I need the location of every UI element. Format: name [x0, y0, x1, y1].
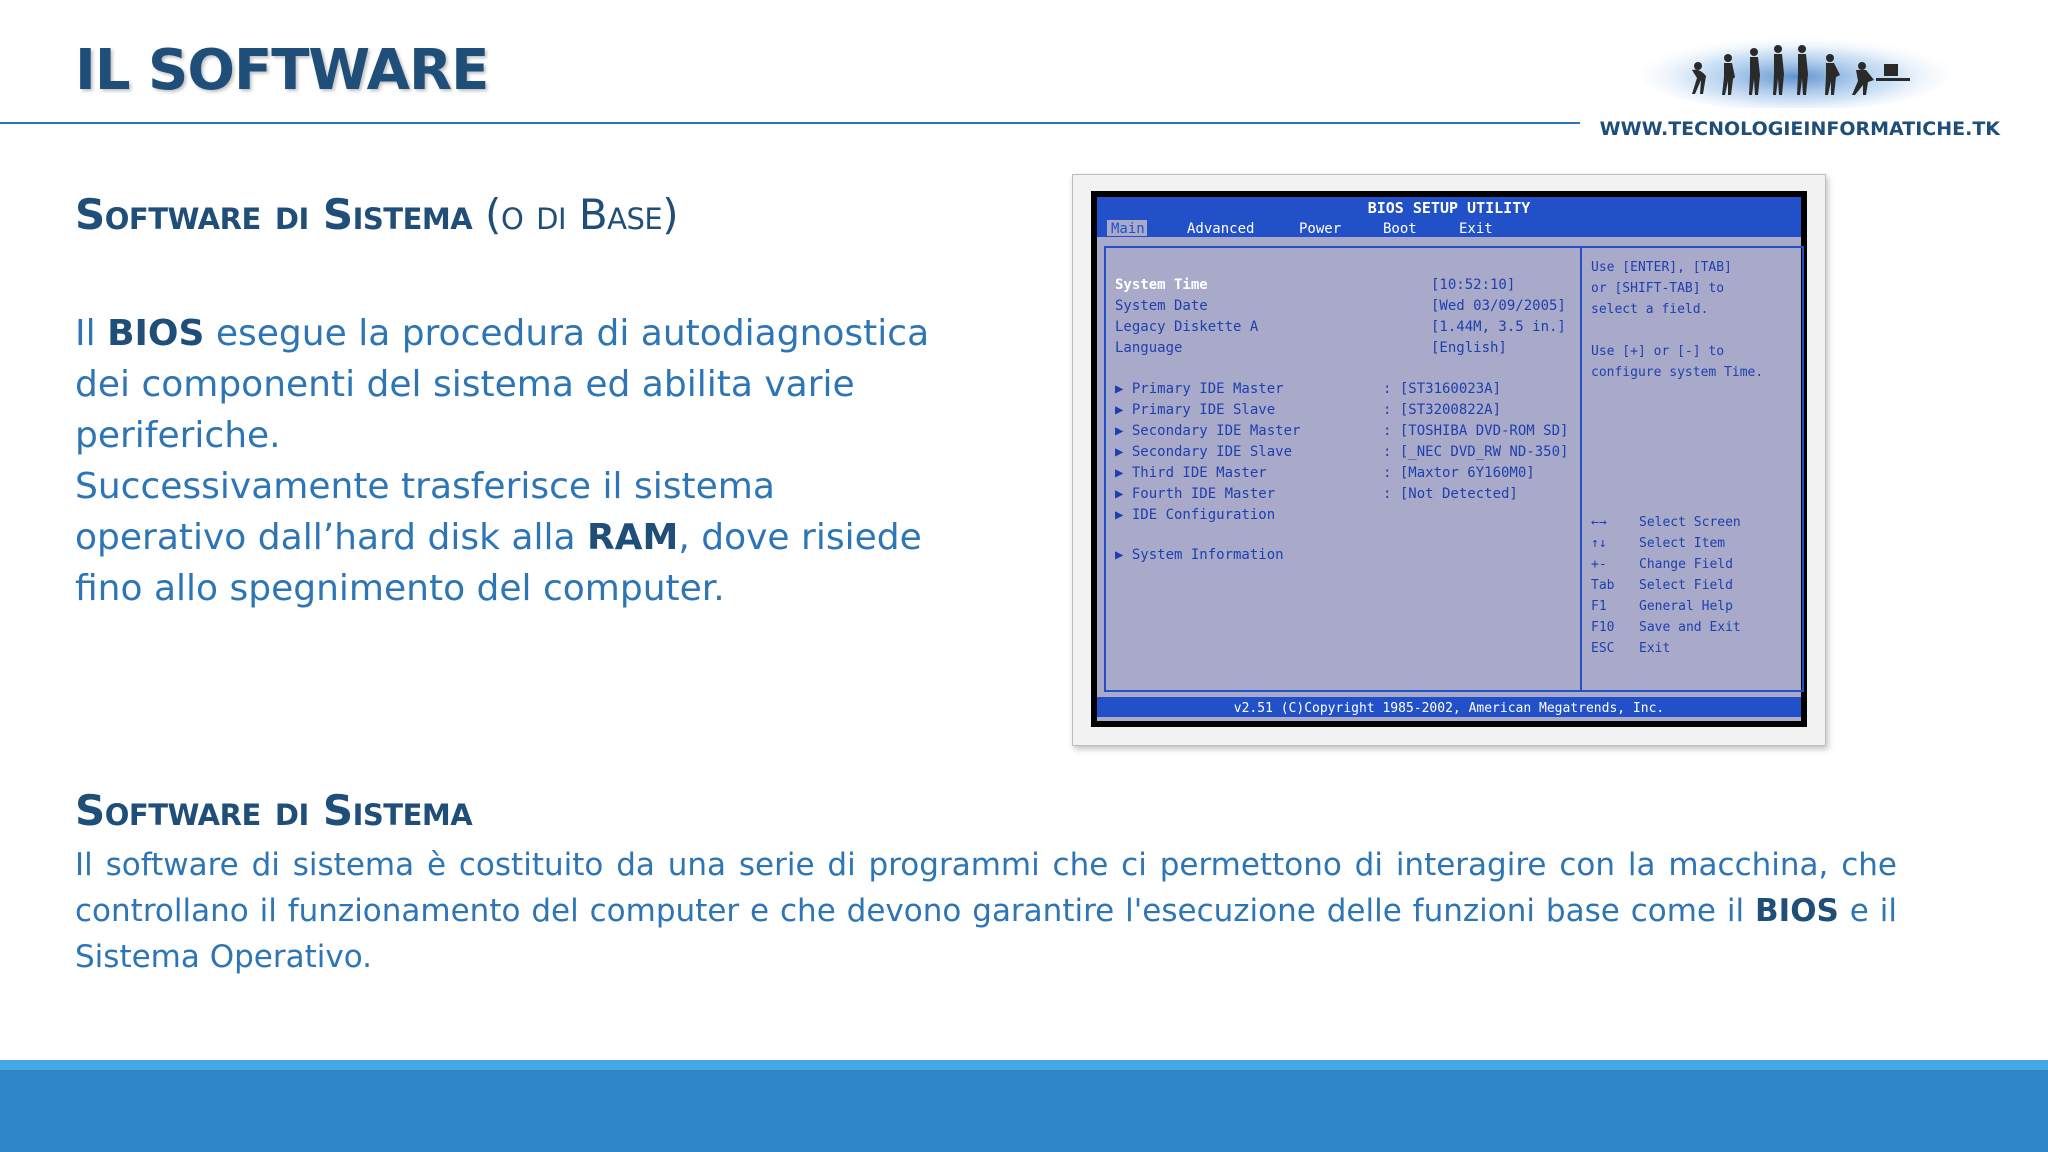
bios-key-desc: General Help	[1639, 599, 1733, 614]
page-title: IL SOFTWARE	[75, 38, 489, 103]
text-run: Il software di sistema è costituito da una serie di programmi che ci permettono di interagire con la macchina, che controllano il funzionamento del computer e che devono garantire l'esecuzione delle funzioni base come il	[75, 847, 1897, 929]
text-run: e il Sistema Operativo.	[75, 893, 1897, 975]
bios-device-value: : [ST3160023A]	[1383, 381, 1502, 397]
bios-device-value: : [ST3200822A]	[1383, 402, 1502, 418]
footer-bar	[0, 1060, 2048, 1152]
bios-key: ↑↓	[1591, 536, 1607, 551]
bios-key: F10	[1591, 620, 1615, 635]
bios-system-info: ▶ System Information	[1115, 547, 1284, 563]
bios-term: BIOS	[107, 313, 205, 354]
bios-menu-item: Main	[1111, 221, 1145, 237]
bios-device-label: ▶ Secondary IDE Master	[1115, 423, 1301, 439]
title-divider	[0, 122, 1580, 124]
bios-device-label: ▶ Primary IDE Master	[1115, 381, 1284, 397]
bios-key-desc: Exit	[1639, 641, 1671, 656]
bios-device-label: ▶ Primary IDE Slave	[1115, 402, 1276, 418]
ram-term: RAM	[586, 517, 679, 558]
bios-device-value: : [Not Detected]	[1383, 486, 1518, 502]
bios-help-line: select a field.	[1591, 302, 1709, 317]
website-url: WWW.TECNOLOGIEINFORMATICHE.TK	[1599, 118, 2000, 140]
bios-setting-value: [10:52:10]	[1431, 277, 1516, 293]
bios-key: ←→	[1591, 515, 1607, 530]
bios-setting-label: System Date	[1115, 298, 1208, 314]
bios-device-label: ▶ Fourth IDE Master	[1115, 486, 1276, 502]
bios-key-desc: Select Item	[1639, 536, 1726, 551]
evolution-logo	[1640, 18, 1950, 108]
bios-description	[75, 308, 935, 614]
bios-menu-item: Power	[1299, 221, 1342, 237]
bios-device-value: : [Maxtor 6Y160M0]	[1383, 465, 1535, 481]
bios-menu-item: Advanced	[1187, 221, 1255, 237]
bios-key-desc: Select Screen	[1639, 515, 1741, 530]
heading-paren: (o di Base)	[472, 190, 679, 239]
bios-screenshot	[1072, 174, 1826, 746]
bios-key-desc: Save and Exit	[1639, 620, 1741, 635]
bios-device-label: ▶ Third IDE Master	[1115, 465, 1267, 481]
bios-menu-item: Boot	[1383, 221, 1417, 237]
bios-key-desc: Change Field	[1639, 557, 1733, 572]
text-run: esegue la procedura di autodiagnostica dei componenti del sistema ed abilita varie periferiche.	[75, 313, 930, 456]
bios-key: ESC	[1591, 641, 1615, 656]
section-heading-system-software: Software di Sistema	[75, 786, 473, 835]
bios-device-label: ▶ Secondary IDE Slave	[1115, 444, 1293, 460]
bios-key: F1	[1591, 599, 1607, 614]
bios-help-line: Use [+] or [-] to	[1591, 344, 1725, 359]
text-run: Successivamente trasferisce il sistema operativo dall’hard disk alla	[75, 466, 775, 558]
heading-main: Software di Sistema	[75, 190, 473, 239]
bios-device-label: ▶ IDE Configuration	[1115, 507, 1276, 523]
bios-setting-label: Legacy Diskette A	[1115, 319, 1259, 335]
bios-setting-label: System Time	[1115, 277, 1208, 293]
system-software-description	[75, 842, 1897, 980]
section-heading-system-software-base	[75, 190, 678, 239]
bios-help-line: configure system Time.	[1591, 365, 1764, 380]
bios-footer: v2.51 (C)Copyright 1985-2002, American Megatrends, Inc.	[1233, 701, 1665, 716]
bios-key: +-	[1591, 557, 1607, 572]
bios-help-line: or [SHIFT-TAB] to	[1591, 281, 1725, 296]
bios-device-value: : [TOSHIBA DVD-ROM SD]	[1383, 423, 1569, 439]
bios-device-value: : [_NEC DVD_RW ND-350]	[1383, 444, 1569, 460]
bios-menu-item: Exit	[1459, 221, 1493, 237]
bios-setting-label: Language	[1115, 340, 1183, 356]
bios-title: BIOS SETUP UTILITY	[1367, 199, 1531, 217]
bios-key-desc: Select Field	[1639, 578, 1733, 593]
text-run: Il	[75, 313, 108, 354]
bios-screen	[1091, 191, 1807, 727]
bios-help-line: Use [ENTER], [TAB]	[1591, 260, 1732, 275]
bios-setting-value: [English]	[1431, 340, 1507, 356]
bios-key: Tab	[1591, 578, 1615, 593]
bios-setting-value: [1.44M, 3.5 in.]	[1431, 319, 1566, 335]
text-run: , dove risiede fino allo spegnimento del computer.	[75, 517, 922, 609]
bios-term: BIOS	[1755, 893, 1839, 929]
bios-setting-value: [Wed 03/09/2005]	[1431, 298, 1566, 314]
